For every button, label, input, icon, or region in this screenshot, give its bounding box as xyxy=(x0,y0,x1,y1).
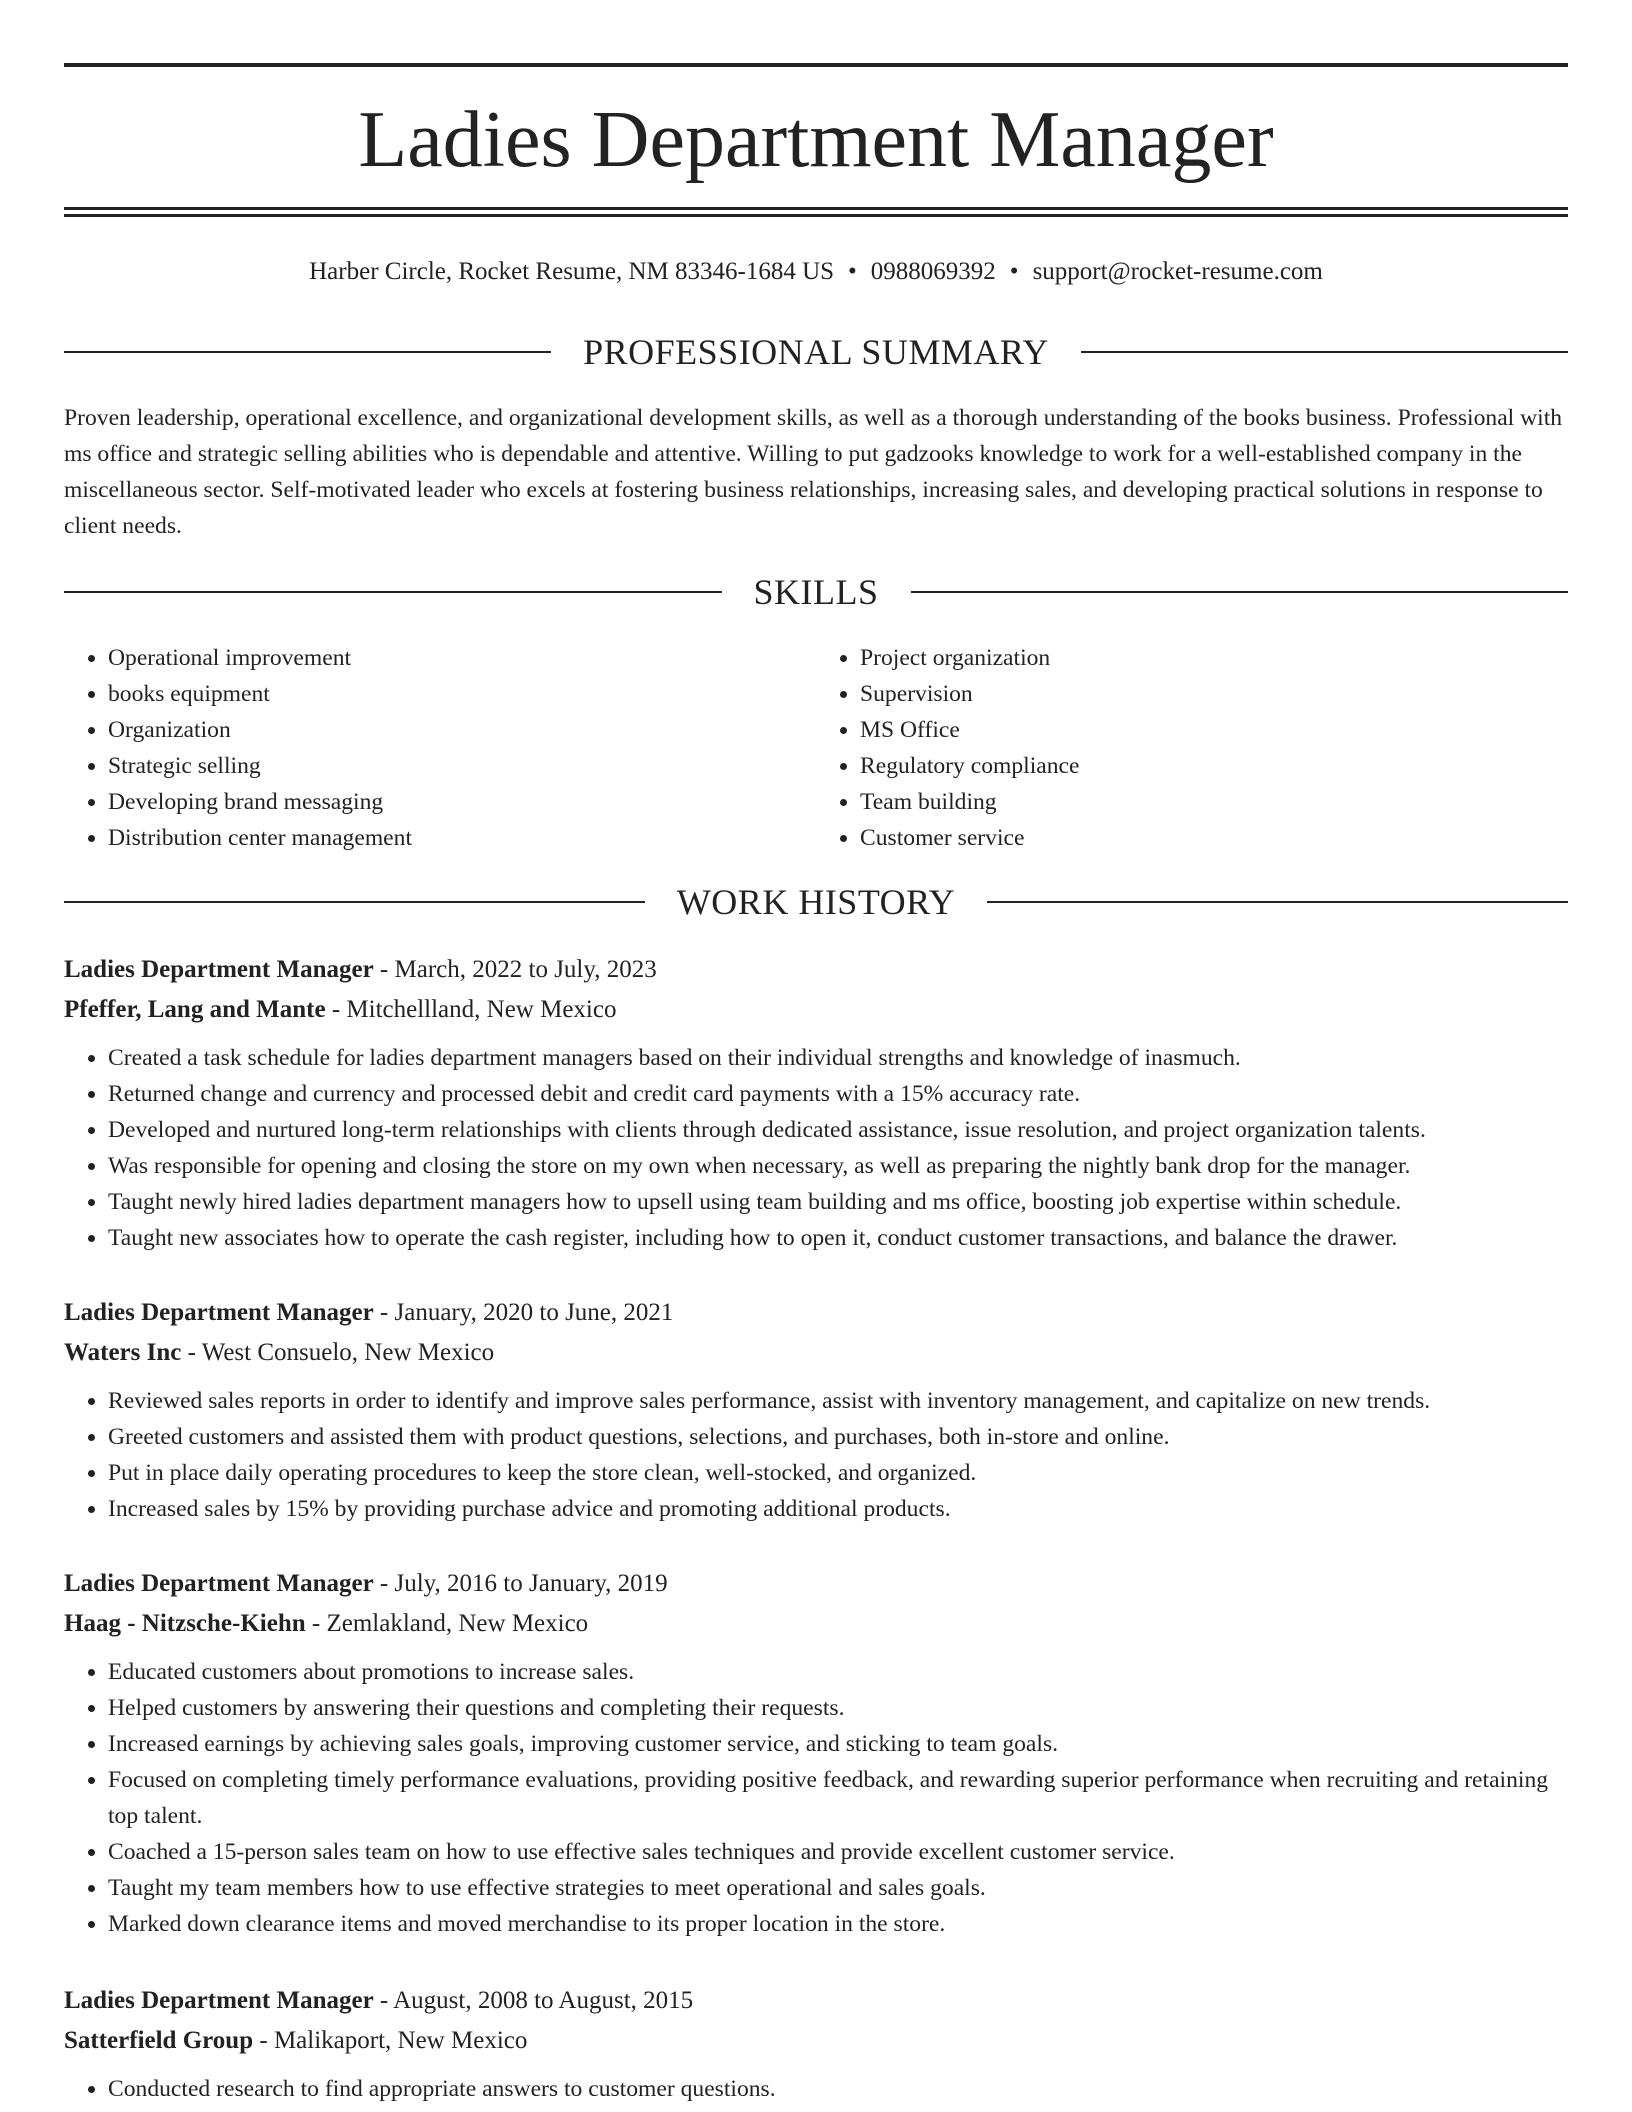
job-bullet: • Reviewed sales reports in order to identify and improve sales performance, assist with inventory management, and capitalize on new trends. xyxy=(108,1383,1568,1419)
skill-item: • Distribution center management xyxy=(108,820,816,856)
job-location: - Zemlakland, New Mexico xyxy=(305,1610,589,1637)
section-header-work-history xyxy=(64,880,1568,924)
job-dates: - August, 2008 to August, 2015 xyxy=(373,1987,694,2014)
section-divider xyxy=(64,901,645,903)
skill-item: • books equipment xyxy=(108,676,816,712)
contact-line xyxy=(64,254,1568,290)
job-company: Pfeffer, Lang and Mante xyxy=(64,996,326,1023)
section-divider xyxy=(911,591,1569,593)
contact-email: support@rocket-resume.com xyxy=(1032,258,1323,285)
double-rule xyxy=(64,207,1568,217)
contact-phone: 0988069392 xyxy=(870,258,996,285)
job-dates: - January, 2020 to June, 2021 xyxy=(373,1299,674,1326)
job-bullet: • Developed and nurtured long-term relationships with clients through dedicated assistance, issue resolution, and project organization talents. xyxy=(108,1112,1568,1148)
section-title: SKILLS xyxy=(753,572,879,612)
job-title: Ladies Department Manager xyxy=(64,1570,374,1597)
job-bullets xyxy=(64,1040,1568,1256)
resume-title: Ladies Department Manager xyxy=(358,96,1274,184)
skills-column-right xyxy=(816,640,1568,856)
section-title: WORK HISTORY xyxy=(676,882,956,922)
professional-summary: Proven leadership, operational excellence, and organizational development skills, as well as a thorough understanding of the books business. Professional with ms office and strategic selling abilities who is dependable and attentive. Willing to put gadzooks knowledge to work for a well-established company in the miscellaneous sector. Self-motivated leader who excels at fostering business relationships, increasing sales, and developing practical solutions in response to client needs. xyxy=(64,405,1563,539)
skill-item: • Strategic selling xyxy=(108,748,816,784)
job-location: - Mitchellland, New Mexico xyxy=(325,996,617,1023)
skill-item: • Organization xyxy=(108,712,816,748)
job-bullet: • Conducted research to find appropriate answers to customer questions. xyxy=(108,2071,1568,2107)
job-company-line xyxy=(64,1333,1568,1373)
job-title: Ladies Department Manager xyxy=(64,956,374,983)
job-bullet: • Educated customers about promotions to increase sales. xyxy=(108,1654,1568,1690)
skills-list xyxy=(64,640,1568,856)
job-role-line xyxy=(64,1564,1568,1604)
contact-separator: • xyxy=(1009,258,1019,285)
job-bullets xyxy=(64,1654,1568,1942)
job-bullet: • Marked down clearance items and moved merchandise to its proper location in the store. xyxy=(108,1906,1568,1942)
job-bullet: • Taught my team members how to use effective strategies to meet operational and sales goals. xyxy=(108,1870,1568,1906)
job-company-line xyxy=(64,1604,1568,1644)
job-entry xyxy=(64,1293,1568,1527)
skill-item: • Customer service xyxy=(860,820,1568,856)
job-role-line xyxy=(64,1981,1568,2021)
job-company: Haag - Nitzsche-Kiehn xyxy=(64,1610,306,1637)
job-bullets xyxy=(64,2071,1568,2107)
job-entry xyxy=(64,950,1568,1256)
job-bullet: • Created a task schedule for ladies department managers based on their individual strengths and knowledge of inasmuch. xyxy=(108,1040,1568,1076)
job-title: Ladies Department Manager xyxy=(64,1987,374,2014)
job-company-line xyxy=(64,990,1568,1030)
job-bullet: • Increased earnings by achieving sales goals, improving customer service, and sticking to team goals. xyxy=(108,1726,1568,1762)
job-bullet: • Focused on completing timely performance evaluations, providing positive feedback, and rewarding superior performance when recruiting and retaining top talent. xyxy=(108,1762,1568,1834)
job-bullet: • Greeted customers and assisted them with product questions, selections, and purchases, both in-store and online. xyxy=(108,1419,1568,1455)
job-bullet: • Put in place daily operating procedures to keep the store clean, well-stocked, and organized. xyxy=(108,1455,1568,1491)
job-title: Ladies Department Manager xyxy=(64,1299,374,1326)
job-role-line xyxy=(64,950,1568,990)
skills-column-left xyxy=(64,640,816,856)
skill-item: • Regulatory compliance xyxy=(860,748,1568,784)
section-title: PROFESSIONAL SUMMARY xyxy=(583,332,1049,372)
job-dates: - July, 2016 to January, 2019 xyxy=(373,1570,668,1597)
job-role-line xyxy=(64,1293,1568,1333)
job-location: - West Consuelo, New Mexico xyxy=(181,1339,495,1366)
section-header-skills xyxy=(64,570,1568,614)
contact-address: Harber Circle, Rocket Resume, NM 83346-1684 US xyxy=(309,258,835,285)
job-entry xyxy=(64,1981,1568,2107)
job-company-line xyxy=(64,2021,1568,2061)
skill-item: • MS Office xyxy=(860,712,1568,748)
skill-item: • Project organization xyxy=(860,640,1568,676)
skill-item: • Developing brand messaging xyxy=(108,784,816,820)
section-divider xyxy=(64,591,722,593)
job-company: Waters Inc xyxy=(64,1339,182,1366)
section-divider xyxy=(987,901,1568,903)
job-location: - Malikaport, New Mexico xyxy=(253,2027,528,2054)
section-header-summary xyxy=(64,330,1568,374)
job-bullet: • Increased sales by 15% by providing purchase advice and promoting additional products. xyxy=(108,1491,1568,1527)
skill-item: • Operational improvement xyxy=(108,640,816,676)
job-company: Satterfield Group xyxy=(64,2027,254,2054)
section-divider xyxy=(1081,351,1568,353)
job-bullet: • Returned change and currency and processed debit and credit card payments with a 15% accuracy rate. xyxy=(108,1076,1568,1112)
job-bullets xyxy=(64,1383,1568,1527)
skill-item: • Supervision xyxy=(860,676,1568,712)
section-divider xyxy=(64,351,551,353)
job-bullet: • Taught new associates how to operate the cash register, including how to open it, conduct customer transactions, and balance the drawer. xyxy=(108,1220,1568,1256)
skill-item: • Team building xyxy=(860,784,1568,820)
job-bullet: • Coached a 15-person sales team on how to use effective sales techniques and provide excellent customer service. xyxy=(108,1834,1568,1870)
contact-separator: • xyxy=(848,258,857,285)
job-bullet: • Taught newly hired ladies department managers how to upsell using team building and ms office, boosting job expertise within schedule. xyxy=(108,1184,1568,1220)
job-bullet: • Was responsible for opening and closing the store on my own when necessary, as well as preparing the nightly bank drop for the manager. xyxy=(108,1148,1568,1184)
top-rule xyxy=(64,63,1568,67)
job-dates: - March, 2022 to July, 2023 xyxy=(373,956,657,983)
job-bullet: • Helped customers by answering their questions and completing their requests. xyxy=(108,1690,1568,1726)
job-entry xyxy=(64,1564,1568,1942)
